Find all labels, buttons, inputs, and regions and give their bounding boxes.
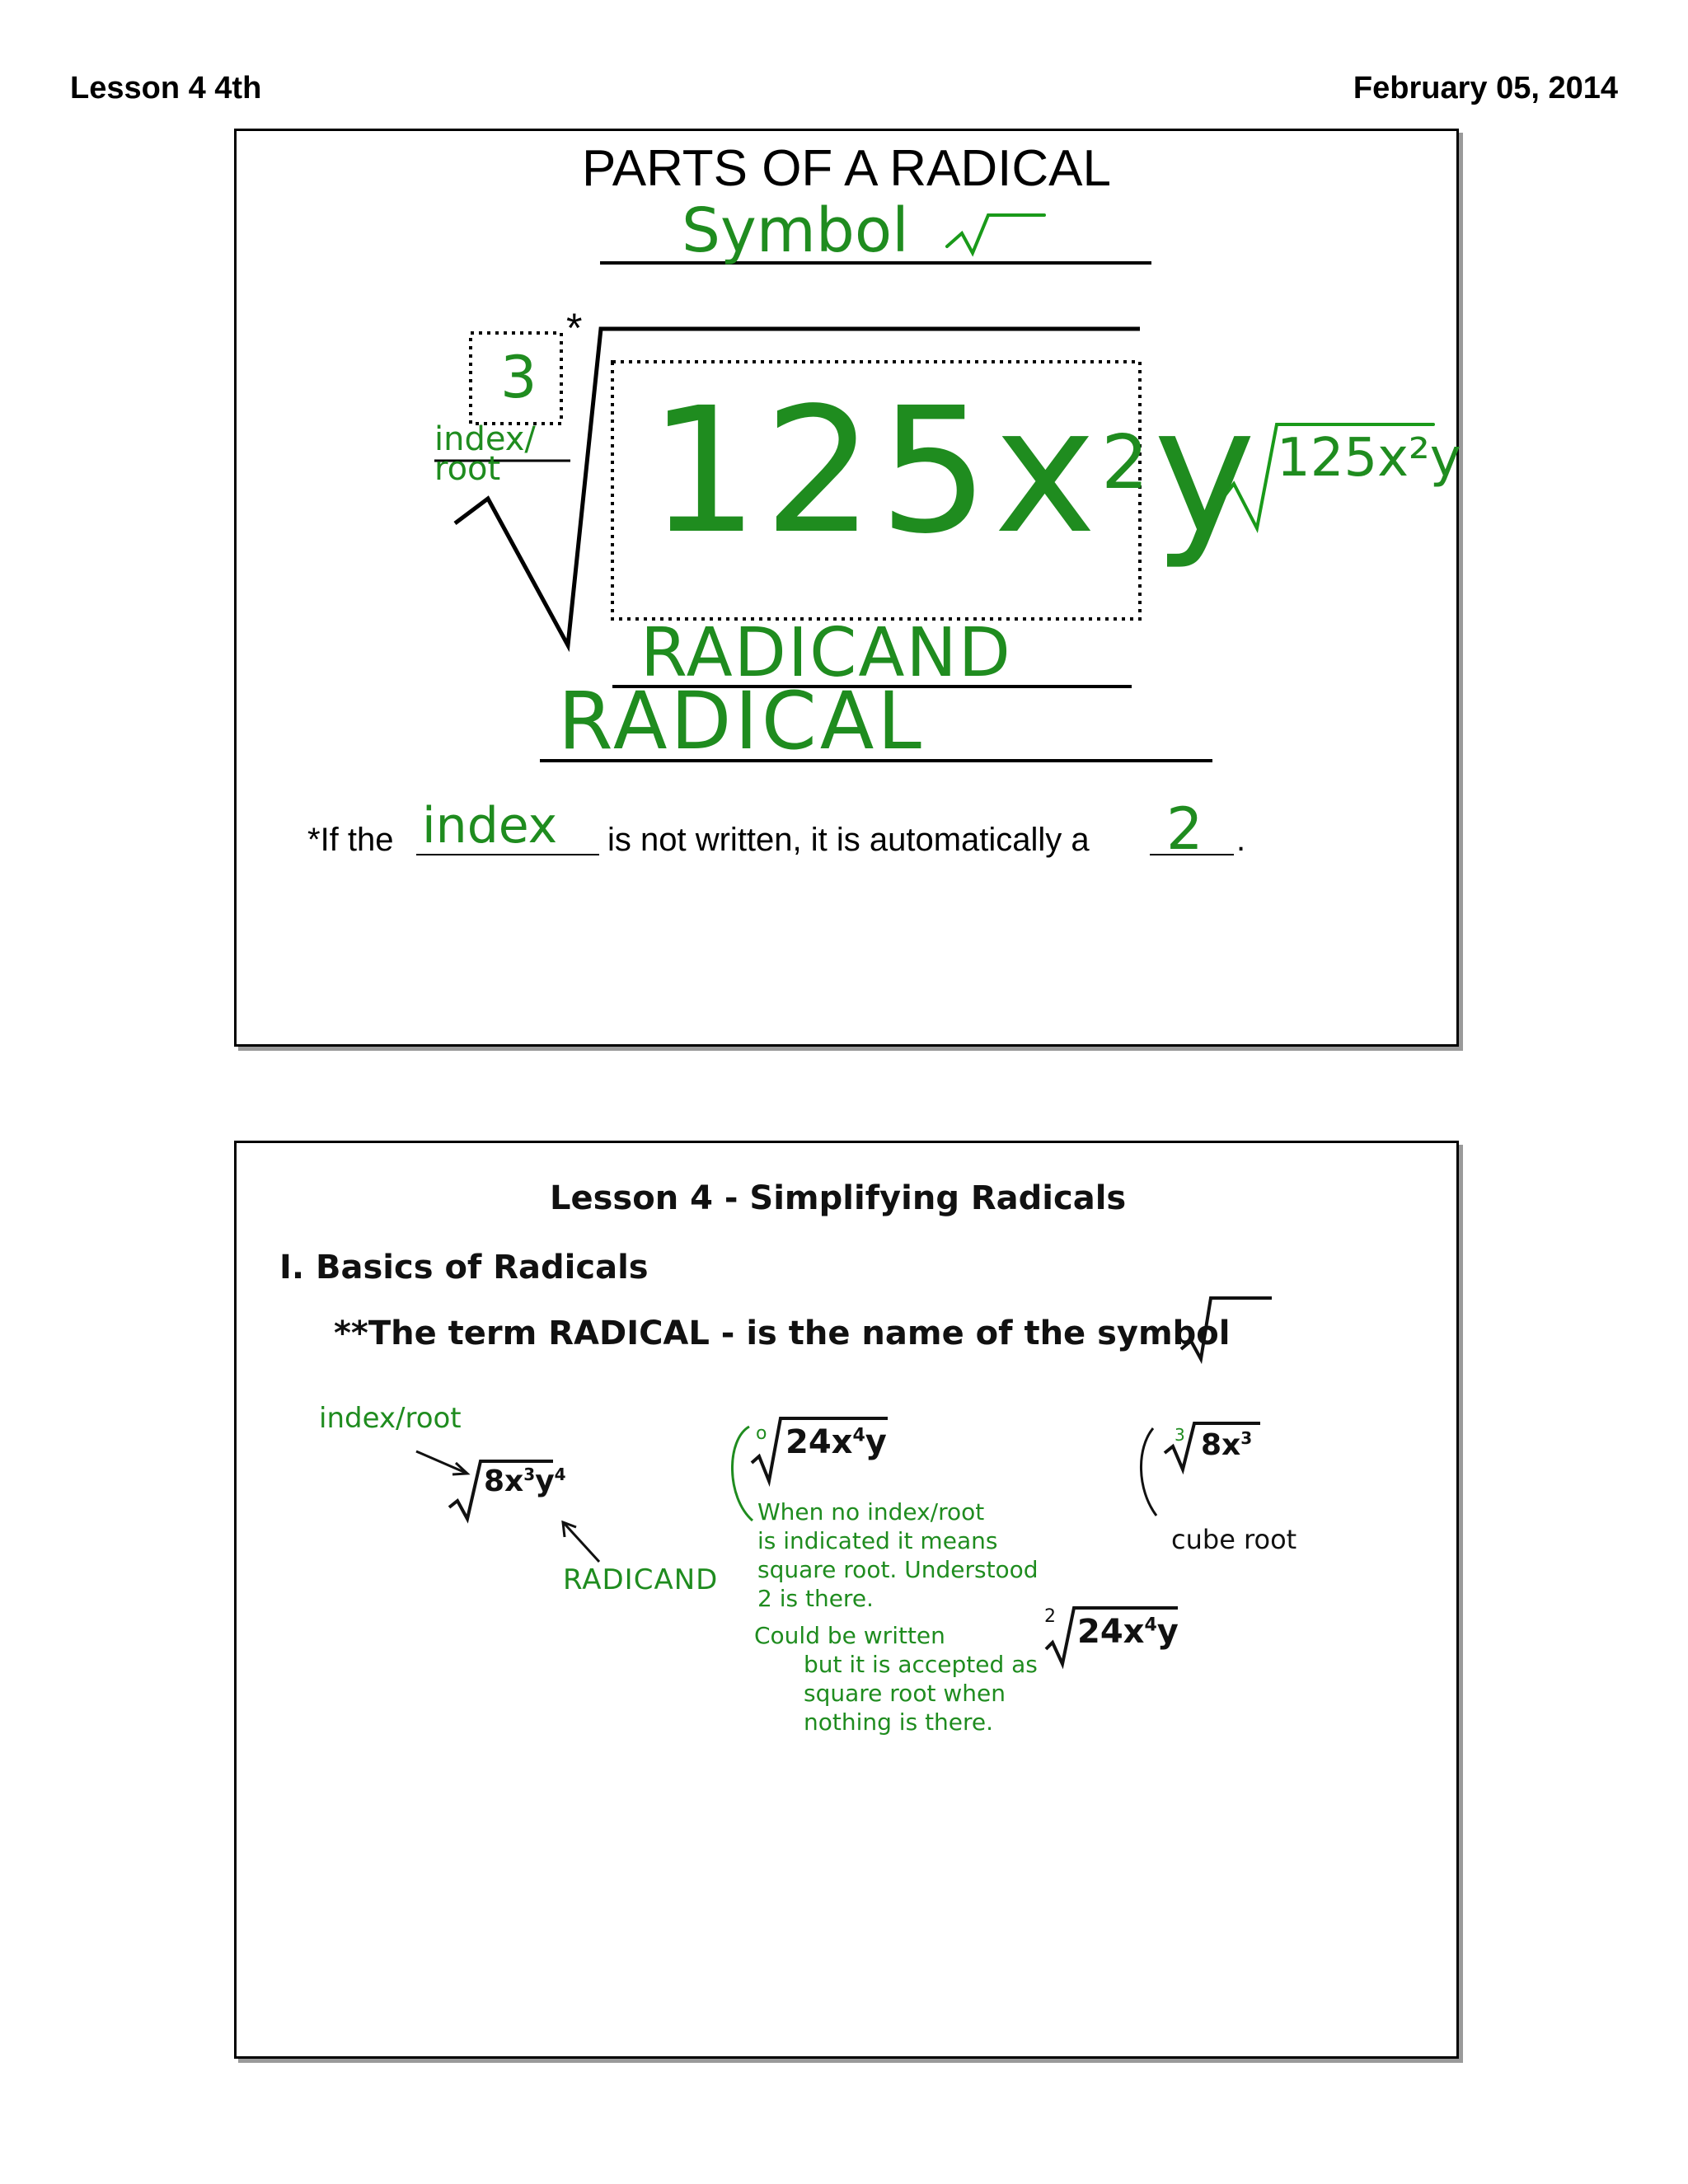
index-value: 3 xyxy=(500,344,537,411)
note2-line-1: When no index/root xyxy=(757,1498,985,1526)
example3-exp: 4 xyxy=(1144,1615,1157,1636)
example2-bracket xyxy=(732,1427,753,1521)
radicand-label: RADICAND xyxy=(640,614,1012,692)
example2-exp: 4 xyxy=(852,1425,865,1446)
asterisk-mark: * xyxy=(566,305,583,351)
header-date: February 05, 2014 xyxy=(1353,71,1618,105)
note3-line-4: nothing is there. xyxy=(804,1708,994,1736)
cube-root-label: cube root xyxy=(1171,1524,1297,1555)
example1-exp2: 4 xyxy=(554,1465,566,1484)
symbol-label: Symbol xyxy=(682,195,909,266)
example4-exp: 3 xyxy=(1240,1428,1253,1448)
example1-expression xyxy=(484,1465,566,1498)
example3-var: y xyxy=(1156,1613,1179,1651)
index-root-label xyxy=(434,420,536,488)
example2-index: o xyxy=(756,1423,767,1444)
note3-line-3: square root when xyxy=(804,1680,1006,1707)
index-label-line2: root xyxy=(434,450,501,488)
note-middle: is not written, it is automatically a xyxy=(607,822,1090,858)
note2-line-4: 2 is there. xyxy=(757,1585,874,1612)
note-blank1-answer: index xyxy=(422,797,558,855)
radicand-coef: 125x xyxy=(649,370,1102,572)
example2-expression xyxy=(785,1423,887,1461)
example1-var: y xyxy=(535,1465,555,1498)
example3-index: 2 xyxy=(1044,1606,1056,1627)
radicand-exponent: 2 xyxy=(1101,419,1154,506)
slide1-title: PARTS OF A RADICAL xyxy=(581,140,1111,197)
note2-line-3: square root. Understood xyxy=(757,1556,1039,1583)
index-arrow-line xyxy=(416,1451,466,1473)
radicand-arrow-line xyxy=(565,1524,599,1562)
slide1-drawing xyxy=(237,131,1456,1044)
slide-simplifying-radicals xyxy=(234,1141,1459,2059)
example4-expression xyxy=(1201,1428,1252,1462)
note-no-index xyxy=(757,1497,1039,1613)
term-line: **The term RADICAL - is the name of the symbol xyxy=(334,1315,1231,1352)
radicand-label: RADICAND xyxy=(563,1563,719,1596)
example3-expression xyxy=(1077,1613,1179,1651)
example4-base: 8x xyxy=(1201,1428,1241,1462)
example1-exp1: 3 xyxy=(523,1465,536,1484)
radicand-expression xyxy=(649,370,1261,572)
note-could-be-written xyxy=(754,1621,1038,1736)
example2-base: 24x xyxy=(785,1423,853,1461)
example4-bracket xyxy=(1141,1428,1156,1516)
index-root-label: index/root xyxy=(319,1402,462,1435)
note-end: . xyxy=(1236,822,1246,858)
symbol-radical-icon xyxy=(947,215,1044,253)
note-prefix: *If the xyxy=(307,822,394,858)
slide-parts-of-radical xyxy=(234,129,1459,1047)
header-lesson: Lesson 4 4th xyxy=(70,71,262,105)
radicand-var: y xyxy=(1153,370,1261,572)
note-blank2-answer: 2 xyxy=(1166,795,1203,863)
section-heading: I. Basics of Radicals xyxy=(279,1249,649,1286)
slide2-title: Lesson 4 - Simplifying Radicals xyxy=(550,1179,1127,1217)
note3-line-2: but it is accepted as xyxy=(804,1651,1038,1678)
example3-base: 24x xyxy=(1077,1613,1145,1651)
side-example: 125x²y xyxy=(1277,428,1461,489)
index-label-line1: index/ xyxy=(434,420,536,458)
radical-label: RADICAL xyxy=(558,675,925,767)
note2-line-2: is indicated it means xyxy=(757,1527,998,1554)
note3-line-1: Could be written xyxy=(754,1622,945,1649)
example1-base: 8x xyxy=(484,1465,524,1498)
example2-var: y xyxy=(865,1423,887,1461)
example4-index: 3 xyxy=(1175,1425,1185,1445)
